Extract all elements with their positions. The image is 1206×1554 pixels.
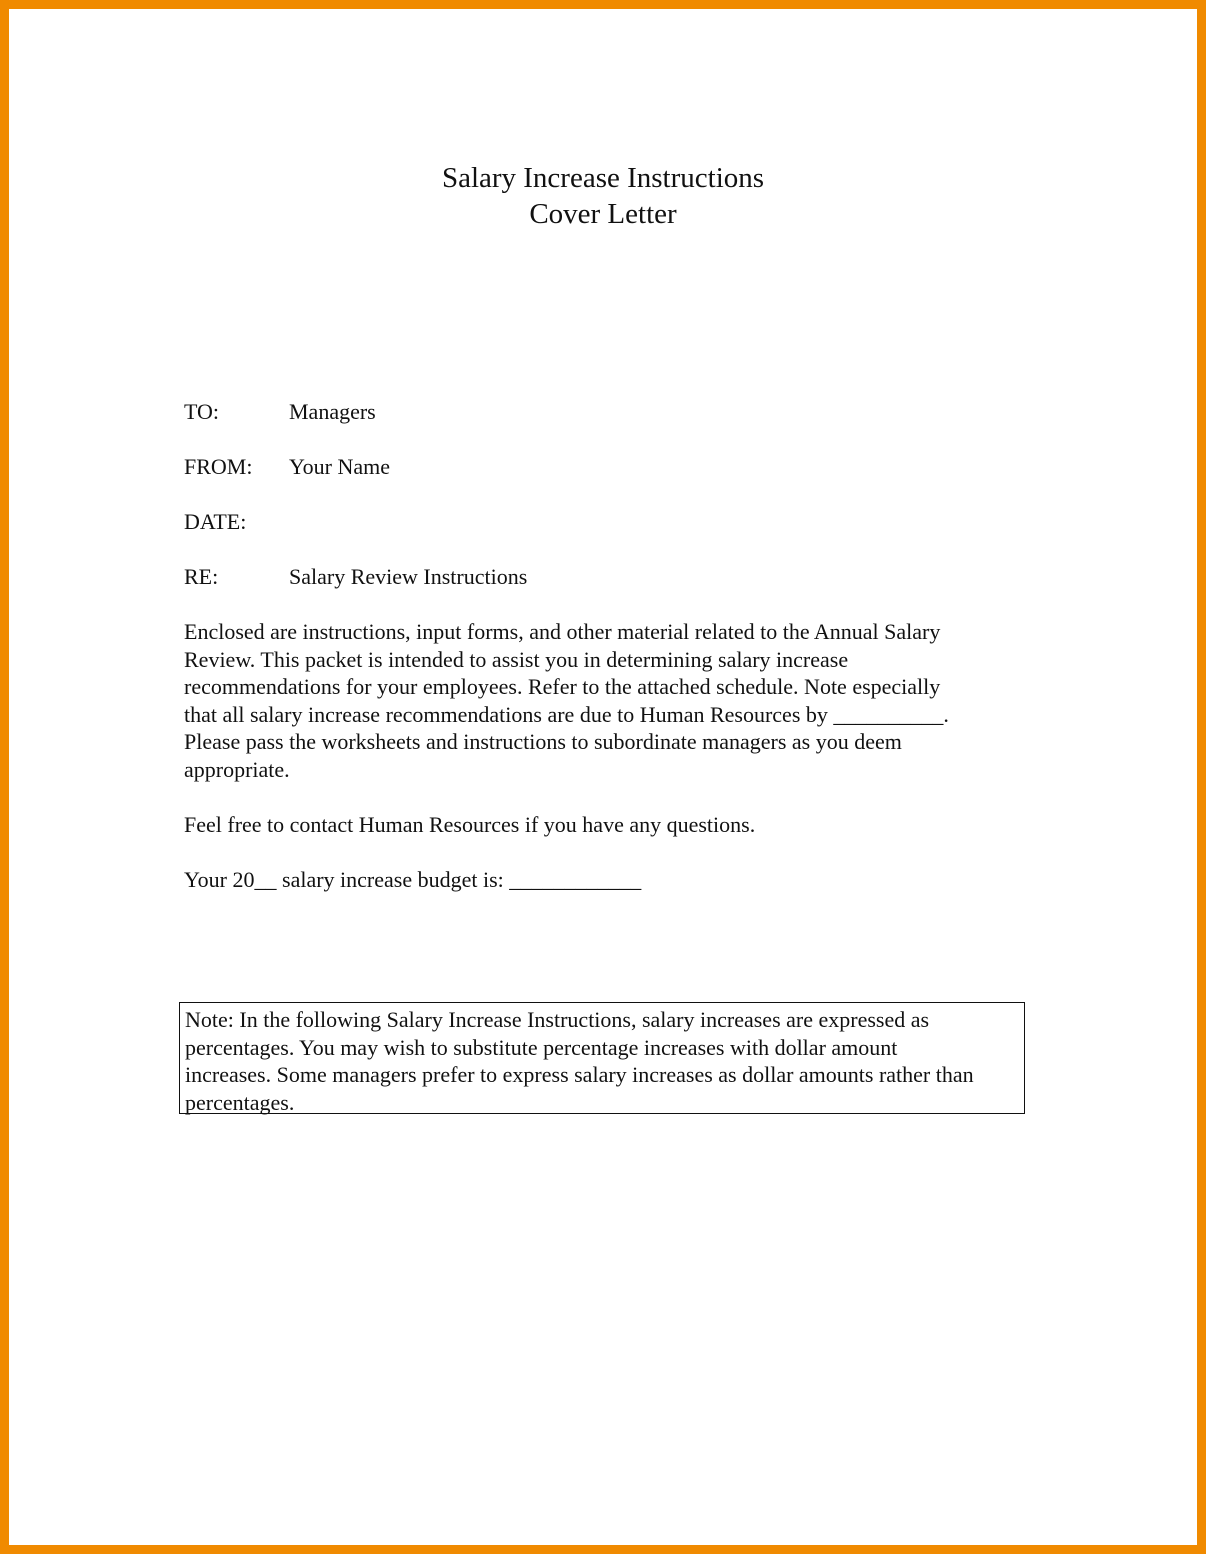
memo-to-label: TO: — [184, 399, 220, 424]
memo-re-row — [184, 563, 527, 591]
body-line: Please pass the worksheets and instructions to subordinate managers as you deem — [184, 729, 902, 754]
body-paragraph — [184, 618, 1014, 783]
memo-to-value: Managers — [289, 399, 376, 424]
memo-from-value: Your Name — [289, 454, 391, 479]
memo-from-label: FROM: — [184, 454, 253, 479]
note-line: Note: In the following Salary Increase Instructions, salary increases are expressed as — [185, 1007, 930, 1032]
document-title — [0, 160, 1206, 232]
budget-paragraph — [184, 866, 1014, 894]
title-line-2: Cover Letter — [529, 198, 677, 230]
body-line: Review. This packet is intended to assist you in determining salary increase — [184, 646, 849, 672]
memo-date-row — [184, 508, 289, 536]
note-line: percentages. — [185, 1089, 295, 1115]
body-line: recommendations for your employees. Refer to the attached schedule. Note especially — [184, 674, 941, 699]
contact-line: Feel free to contact Human Resources if you have any questions. — [184, 812, 756, 837]
memo-date-label: DATE: — [184, 509, 247, 534]
note-box — [179, 1002, 1025, 1114]
title-line-1: Salary Increase Instructions — [441, 162, 765, 194]
memo-from-row — [184, 453, 390, 481]
note-line: percentages. You may wish to substitute percentage increases with dollar amount — [185, 1034, 898, 1060]
contact-paragraph — [184, 811, 1014, 839]
memo-to-row — [184, 398, 376, 426]
body-line: appropriate. — [184, 756, 290, 782]
body-line: Enclosed are instructions, input forms, and other material related to the Annual Salary — [184, 619, 941, 644]
budget-line: Your 20__ salary increase budget is: ____________ — [184, 867, 642, 892]
body-line: that all salary increase recommendations are due to Human Resources by __________. — [184, 701, 949, 727]
memo-re-value: Salary Review Instructions — [289, 564, 528, 589]
memo-re-label: RE: — [184, 564, 219, 589]
note-line: increases. Some managers prefer to express salary increases as dollar amounts rather than — [185, 1062, 974, 1087]
